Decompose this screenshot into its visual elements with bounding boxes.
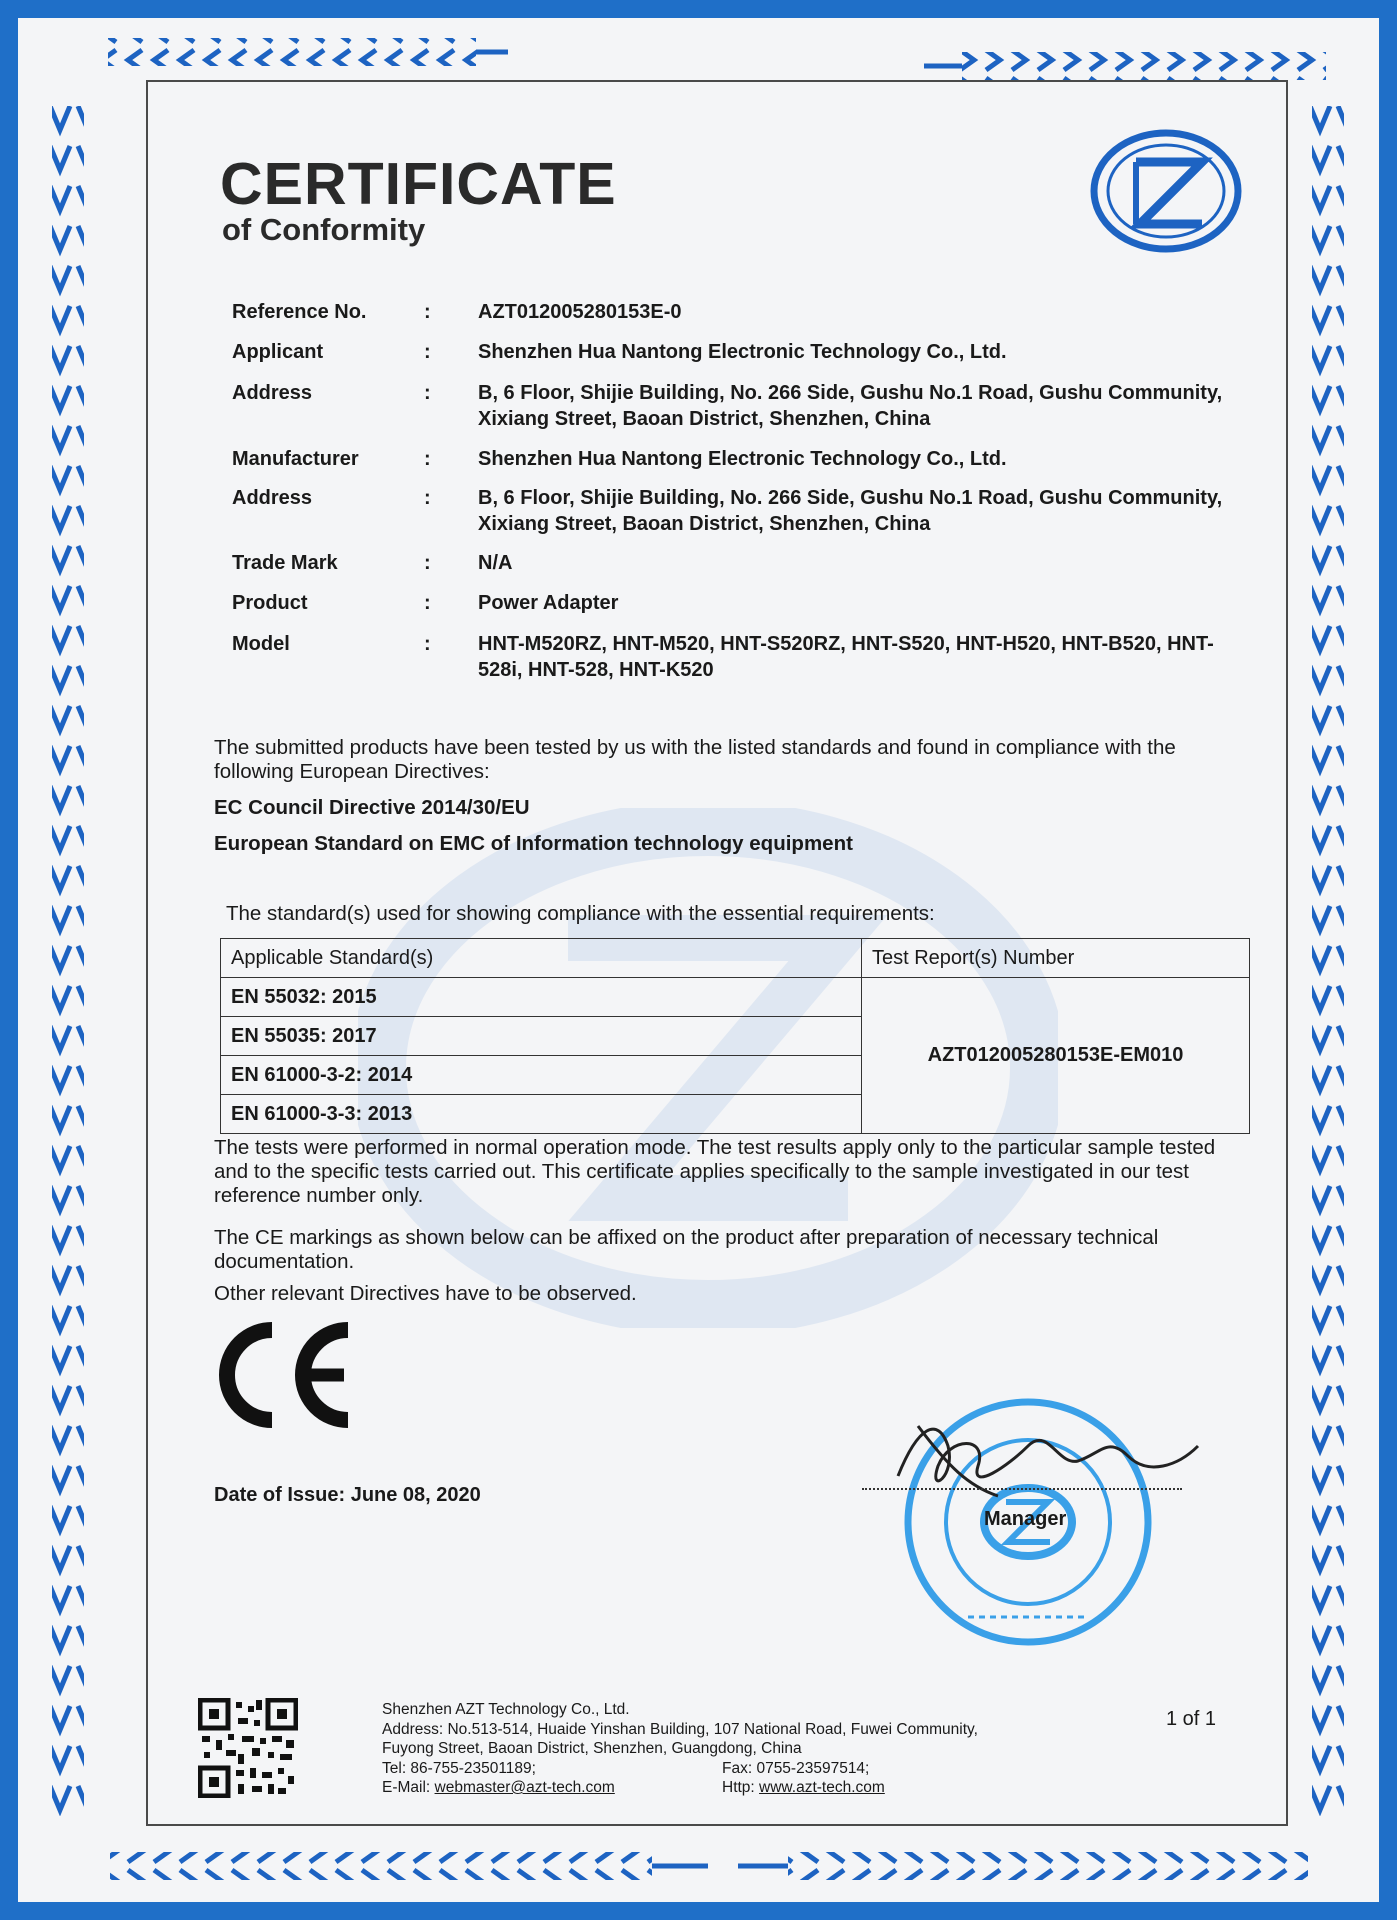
azt-logo — [1090, 128, 1242, 254]
page-title: CERTIFICATE — [220, 151, 617, 217]
company-footer — [382, 1700, 978, 1798]
info-label: Product — [232, 592, 308, 614]
tests-statement: The tests were performed in normal operation mode. The test results apply only to the particular sample tested and to the specific tests carried out. This certificate applies specifically to the sample investigated in our test reference number only. — [214, 1136, 1216, 1207]
info-colon: : — [424, 341, 431, 363]
standard-cell: EN 61000-3-3: 2013 — [221, 1095, 862, 1134]
standards-intro: The standard(s) used for showing compliance with the essential requirements: — [226, 902, 935, 925]
info-colon: : — [424, 552, 431, 574]
table-row — [221, 978, 1250, 1017]
info-label: Address — [232, 382, 313, 404]
footer-email-link[interactable]: webmaster@azt-tech.com — [434, 1779, 615, 1796]
qr-code-icon — [198, 1698, 298, 1798]
standard-cell: EN 55032: 2015 — [221, 978, 862, 1017]
ce-marking-statement: The CE markings as shown below can be affixed on the product after preparation of necessary technical documentation. — [214, 1226, 1159, 1273]
signer-title: Manager — [984, 1508, 1067, 1530]
info-label: Manufacturer — [232, 448, 359, 470]
table-header-row — [221, 939, 1250, 978]
info-value: Power Adapter — [478, 592, 619, 614]
info-value: AZT012005280153E-0 — [478, 301, 682, 323]
info-colon: : — [424, 382, 431, 404]
info-label: Model — [232, 633, 290, 655]
other-directives-statement: Other relevant Directives have to be observed. — [214, 1282, 637, 1305]
footer-website-link[interactable]: www.azt-tech.com — [759, 1779, 885, 1796]
info-value: Shenzhen Hua Nantong Electronic Technology Co., Ltd. — [478, 448, 1007, 470]
page-number: 1 of 1 — [1166, 1708, 1217, 1730]
page-subtitle: of Conformity — [222, 212, 426, 247]
info-colon: : — [424, 633, 431, 655]
footer-http-label: Http: — [722, 1779, 755, 1796]
info-value: B, 6 Floor, Shijie Building, No. 266 Side, Gushu No.1 Road, Gushu Community, Xixiang Street, Baoan District, Shenzhen, China — [478, 487, 1223, 535]
info-colon: : — [424, 301, 431, 323]
standard-description: European Standard on EMC of Information technology equipment — [214, 832, 853, 855]
standard-cell: EN 55035: 2017 — [221, 1017, 862, 1056]
footer-website — [722, 1778, 885, 1798]
compliance-statement: The submitted products have been tested by us with the listed standards and found in compliance with the following European Directives: — [214, 736, 1176, 783]
footer-fax: Fax: 0755-23597514; — [722, 1759, 870, 1777]
info-colon: : — [424, 487, 431, 509]
footer-tel: Tel: 86-755-23501189; — [382, 1759, 536, 1777]
info-label: Applicant — [232, 341, 324, 363]
column-header-report: Test Report(s) Number — [862, 939, 1250, 978]
footer-address-line: Address: No.513-514, Huaide Yinshan Building, 107 National Road, Fuwei Community, — [382, 1720, 978, 1738]
directive-name: EC Council Directive 2014/30/EU — [214, 796, 530, 819]
ce-mark-icon — [210, 1320, 360, 1430]
footer-email-label: E-Mail: — [382, 1779, 431, 1796]
info-value: N/A — [478, 552, 513, 574]
info-value: HNT-M520RZ, HNT-M520, HNT-S520RZ, HNT-S520, HNT-H520, HNT-B520, HNT-528i, HNT-528, HNT-K520 — [478, 633, 1214, 681]
certificate-page — [18, 18, 1379, 1902]
footer-web-row — [382, 1778, 978, 1798]
info-label: Reference No. — [232, 301, 367, 323]
report-number-cell: AZT012005280153E-EM010 — [862, 978, 1250, 1134]
footer-company: Shenzhen AZT Technology Co., Ltd. — [382, 1701, 630, 1718]
footer-contact-row — [382, 1759, 978, 1779]
standards-table — [220, 938, 1250, 1134]
signature-line — [862, 1488, 1182, 1490]
info-value: Shenzhen Hua Nantong Electronic Technology Co., Ltd. — [478, 341, 1007, 363]
info-label: Trade Mark — [232, 552, 338, 574]
info-colon: : — [424, 592, 431, 614]
column-header-standards: Applicable Standard(s) — [221, 939, 862, 978]
standard-cell: EN 61000-3-2: 2014 — [221, 1056, 862, 1095]
info-label: Address — [232, 487, 313, 509]
info-colon: : — [424, 448, 431, 470]
signature-icon — [878, 1406, 1208, 1516]
info-value: B, 6 Floor, Shijie Building, No. 266 Side, Gushu No.1 Road, Gushu Community, Xixiang Street, Baoan District, Shenzhen, China — [478, 382, 1223, 430]
issue-date: Date of Issue: June 08, 2020 — [214, 1484, 481, 1506]
footer-address-line: Fuyong Street, Baoan District, Shenzhen, Guangdong, China — [382, 1740, 802, 1757]
